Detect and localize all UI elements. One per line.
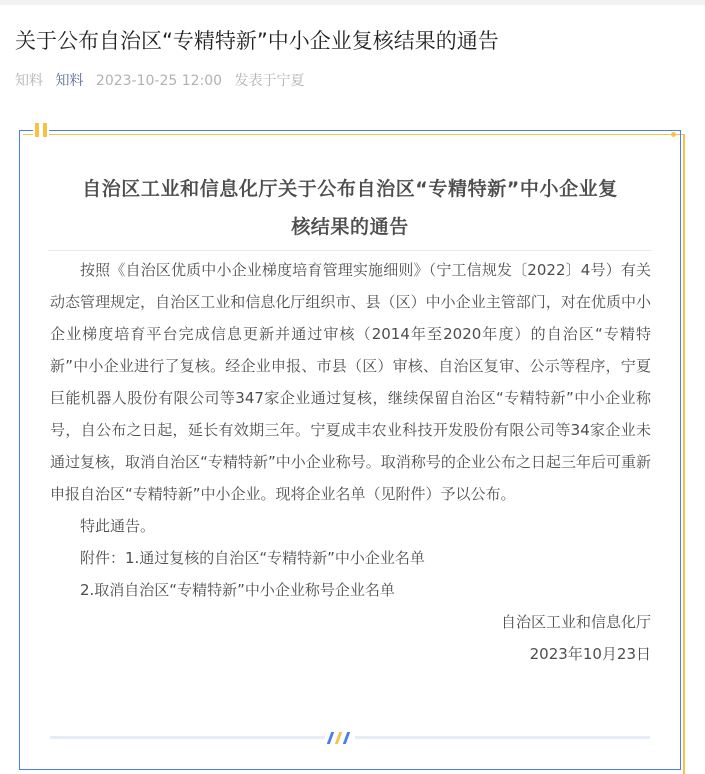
- special-notice: 特此通告。: [80, 517, 156, 535]
- notice-heading-line2: 核结果的通告: [291, 216, 409, 238]
- heading-divider: [48, 250, 652, 251]
- account-name: 知料: [15, 73, 43, 89]
- publish-location: 发表于宁夏: [234, 73, 305, 89]
- publish-time: 2023-10-25 12:00: [95, 73, 223, 89]
- notice-paragraph: 按照《自治区优质中小企业梯度培育管理实施细则》（宁工信规发〔2022〕4号）有关动态管理规定，自治区工业和信息化厅组织市、县（区）中小企业主管部门，对在优质中小企业梯度培育平台完成信息更新并通过审核（2014年至2020年度）的自治区“专精特新”中小企业进行了复核。经企业申报、市县（区）审核、自治区复审、公示等程序，宁夏巨能机器人股份有限公司等347家企业通过复核，继续保留自治区“专精特新”中小企业称号，自公布之日起，延长有效期三年。宁夏成丰农业科技开发股份有限公司等34家企业未通过复核，取消自治区“专精特新”中小企业称号。取消称号的企业公布之日起三年后可重新申报自治区“专精特新”中小企业。现将企业名单（见附件）予以公布。: [50, 261, 651, 503]
- notice-heading: [48, 170, 652, 246]
- signature: 自治区工业和信息化厅: [500, 613, 651, 631]
- article-meta: [15, 70, 313, 92]
- attachment-2: 2.取消自治区“专精特新”中小企业称号企业名单: [80, 581, 395, 599]
- frame-dot-decoration: [671, 132, 676, 137]
- frame-corner-decoration: [33, 123, 49, 137]
- article-title: 关于公布自治区“专精特新”中小企业复核结果的通告: [15, 29, 499, 53]
- notice-heading-line1: 自治区工业和信息化厅关于公布自治区“专精特新”中小企业复: [82, 178, 618, 200]
- attachment-1: 附件：1.通过复核的自治区“专精特新”中小企业名单: [80, 549, 425, 567]
- account-link[interactable]: 知料: [55, 73, 84, 89]
- notice-date: 2023年10月23日: [529, 645, 651, 663]
- notice-body: [50, 254, 651, 670]
- top-bar: [0, 0, 705, 5]
